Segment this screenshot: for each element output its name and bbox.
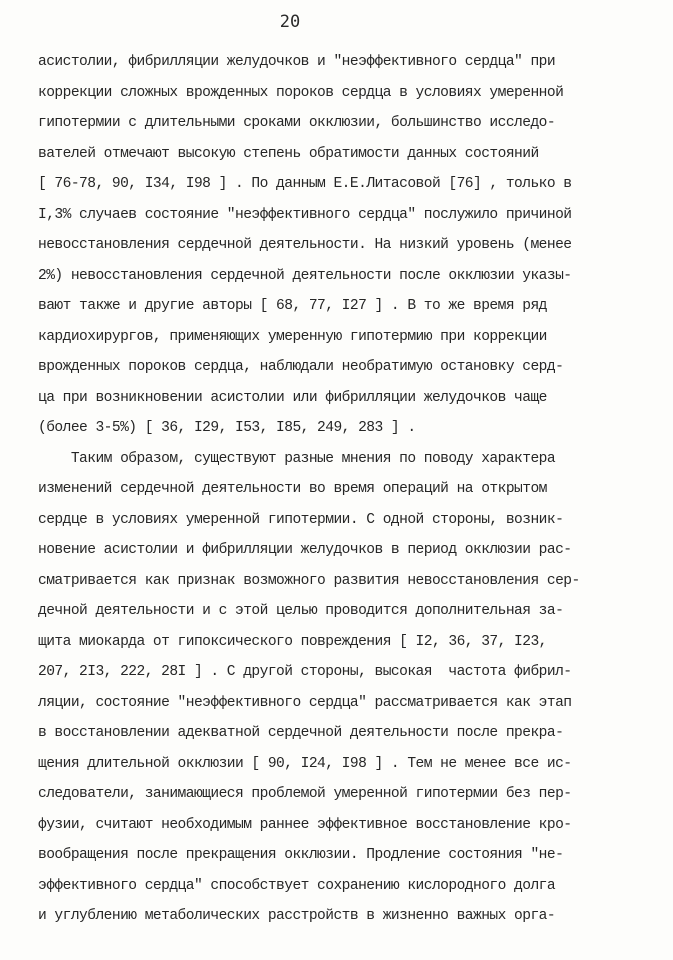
text-line: коррекции сложных врожденных пороков сердца в условиях умеренной bbox=[38, 84, 564, 101]
text-line: эффективного сердца" способствует сохранению кислородного долга bbox=[38, 877, 556, 894]
text-line: кардиохирургов, применяющих умеренную гипотермию при коррекции bbox=[38, 328, 547, 345]
text-line: щения длительной окклюзии [ 90, I24, I98 ] . Тем не менее все ис- bbox=[38, 755, 572, 772]
text-line: I,3% случаев состояние "неэффективного сердца" послужило причиной bbox=[38, 206, 572, 223]
text-line: новение асистолии и фибрилляции желудочков в период окклюзии рас- bbox=[38, 542, 572, 558]
body-text bbox=[38, 47, 658, 932]
text-line: вают также и другие авторы [ 68, 77, I27 ] . В то же время ряд bbox=[38, 298, 547, 314]
text-line: дечной деятельности и с этой целью проводится дополнительная за- bbox=[38, 603, 564, 619]
text-line: ляции, состояние "неэффективного сердца" рассматривается как этап bbox=[38, 694, 572, 711]
text-line: асистолии, фибрилляции желудочков и "неэффективного сердца" при bbox=[38, 54, 556, 70]
text-line: фузии, считают необходимым раннее эффективное восстановление кро- bbox=[38, 816, 572, 833]
text-line: в восстановлении адекватной сердечной деятельности после прекра- bbox=[38, 725, 564, 741]
text-line: изменений сердечной деятельности во время операций на открытом bbox=[38, 481, 547, 497]
text-line: следователи, занимающиеся проблемой умеренной гипотермии без пер- bbox=[38, 786, 572, 802]
text-line: вателей отмечают высокую степень обратимости данных состояний bbox=[38, 145, 539, 162]
text-line: вообращения после прекращения окклюзии. Продление состояния "не- bbox=[38, 847, 564, 863]
text-line: 207, 2I3, 222, 28I ] . С другой стороны, высокая частота фибрил- bbox=[38, 664, 572, 680]
text-line: сматривается как признак возможного развития невосстановления сер- bbox=[38, 572, 580, 589]
text-line: гипотермии с длительными сроками окклюзии, большинство исследо- bbox=[38, 115, 556, 131]
page-number: 20 bbox=[279, 12, 301, 32]
text-line: (более 3-5%) [ 36, I29, I53, I85, 249, 283 ] . bbox=[38, 420, 416, 436]
text-line: 2%) невосстановления сердечной деятельности после окклюзии указы- bbox=[38, 267, 572, 284]
text-line: Таким образом, существуют разные мнения по поводу характера bbox=[38, 450, 556, 467]
text-line: невосстановления сердечной деятельности. На низкий уровень (менее bbox=[38, 237, 572, 253]
text-line: и углублению метаболических расстройств в жизненно важных орга- bbox=[38, 908, 556, 924]
text-line: щита миокарда от гипоксического повреждения [ I2, 36, 37, I23, bbox=[38, 633, 547, 650]
text-line: [ 76-78, 90, I34, I98 ] . По данным Е.Е.Литасовой [76] , только в bbox=[38, 176, 572, 192]
text-line: сердце в условиях умеренной гипотермии. С одной стороны, возник- bbox=[38, 511, 564, 528]
text-line: ца при возникновении асистолии или фибрилляции желудочков чаще bbox=[38, 389, 547, 406]
text-line: врожденных пороков сердца, наблюдали необратимую остановку серд- bbox=[38, 359, 564, 375]
